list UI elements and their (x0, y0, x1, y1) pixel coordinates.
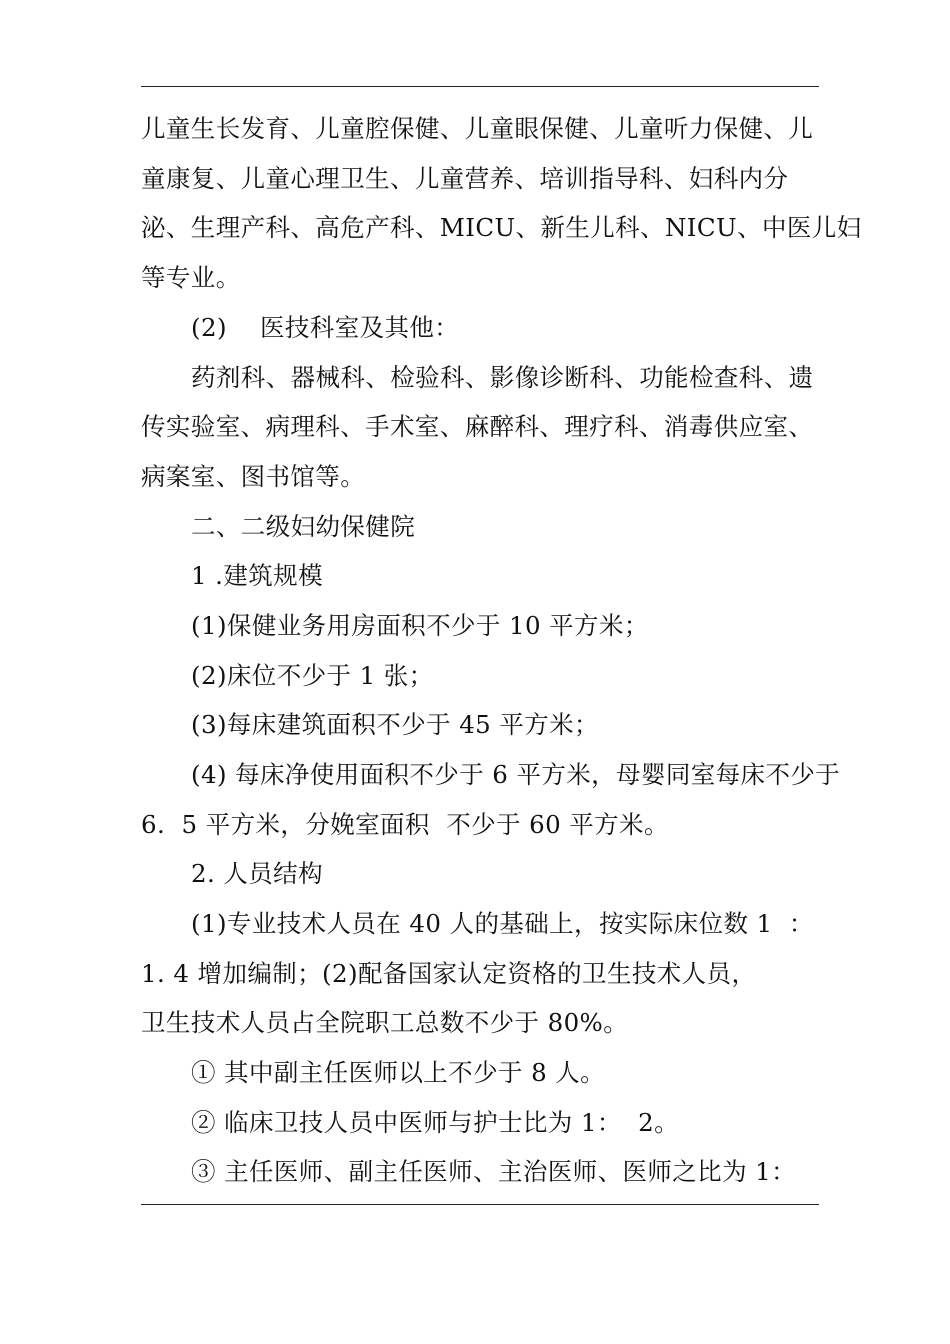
text-line-15: 6. 5 平方米，分娩室面积 不少于 60 平方米。 (141, 810, 669, 839)
text-line-17: (1)专业技术人员在 40 人的基础上，按实际床位数 1 ： (191, 909, 814, 938)
subsection-heading-1: 1 .建筑规模 (191, 561, 323, 590)
text-line-21: ② 临床卫技人员中医师与护士比为 1： 2。 (191, 1108, 680, 1137)
text-line-14: (4) 每床净使用面积不少于 6 平方米，母婴同室每床不少于 (191, 760, 841, 789)
footer-rule (141, 1204, 819, 1205)
subsection-heading-2: 2. 人员结构 (191, 859, 323, 888)
text-line-7: 传实验室、病理科、手术室、麻醉科、理疗科、消毒供应室、 (141, 412, 814, 441)
text-line-4: 等专业。 (141, 263, 241, 292)
text-line-1: 儿童生长发育、儿童腔保健、儿童眼保健、儿童听力保健、儿 (141, 114, 814, 143)
text-line-5: (2) 医技科室及其他： (191, 313, 460, 342)
text-line-22: ③ 主任医师、副主任医师、主治医师、医师之比为 1： (191, 1157, 797, 1186)
text-line-19: 卫生技术人员占全院职工总数不少于 80%。 (141, 1008, 629, 1037)
header-rule (141, 86, 819, 87)
text-line-6: 药剂科、器械科、检验科、影像诊断科、功能检查科、遗 (191, 363, 814, 392)
text-line-11: (1)保健业务用房面积不少于 10 平方米； (191, 611, 649, 640)
text-line-18: 1. 4 增加编制；(2)配备国家认定资格的卫生技术人员， (141, 959, 757, 988)
text-line-3: 泌、生理产科、高危产科、MICU、新生儿科、NICU、中医儿妇 (141, 213, 862, 242)
text-line-13: (3)每床建筑面积不少于 45 平方米； (191, 710, 599, 739)
text-line-2: 童康复、儿童心理卫生、儿童营养、培训指导科、妇科内分 (141, 164, 789, 193)
text-line-20: ① 其中副主任医师以上不少于 8 人。 (191, 1058, 606, 1087)
text-line-12: (2)床位不少于 1 张； (191, 661, 434, 690)
text-line-8: 病案室、图书馆等。 (141, 462, 366, 491)
section-heading: 二、二级妇幼保健院 (191, 512, 416, 541)
